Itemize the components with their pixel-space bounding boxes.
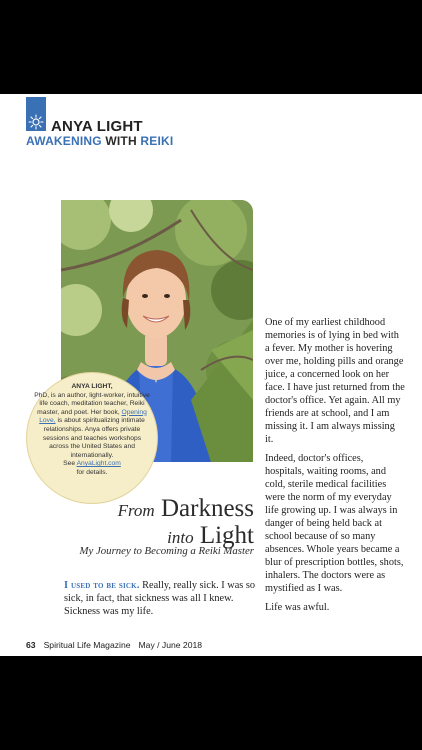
article-subtitle: My Journey to Becoming a Reiki Master [79,545,254,557]
title-word: From [117,501,155,520]
body-paragraph: One of my earliest childhood memories is of lying in bed with a fever. My mother is hovering over me, holding pills and orange juice, a concerned look on her face. I have just returned from the doctor's office. Yet again. All my friends are at school, and I am missing it. I am always missing it. [265,317,405,445]
column-title [26,134,173,148]
website-link[interactable]: AnyaLight.com [76,460,121,468]
bio-name: ANYA LIGHT, [71,383,113,390]
body-paragraph: Indeed, doctor's offices, hospitals, waiting rooms, and cold, sterile medical facilities were the norm of my everyday life growing up. I was always in danger of being held back at school because of so many absences. Whole years became a blur of prescription bottles, shots, inhalers. The doctors were as mystified as I was. [265,453,404,594]
bio-text: PhD, is an author, light-worker, intuitive life coach, meditation teacher, Reiki master, and poet. Her book, [34,391,150,416]
title-word: Light [199,522,254,549]
page-number: 63 [26,640,36,650]
drop-lead: I used to be sick. [64,580,140,591]
author-bio [26,372,158,504]
bio-details: for details. [76,468,108,476]
column-title-word: WITH [105,134,137,148]
article-body-column [265,316,405,620]
intro-paragraph [64,579,264,618]
issue-date: May / June 2018 [138,640,203,650]
author-name: ANYA LIGHT [51,118,143,135]
title-word: Darkness [160,495,254,522]
bio-text: is about spiritualizing intimate relationships. Anya offers private sessions and teaches workshops across the United States and internationally. [42,417,145,459]
title-word: into [167,528,194,547]
title-line-1 [64,496,254,524]
sun-icon [28,114,44,130]
magazine-name: Spiritual Life Magazine [43,640,131,650]
article-title [64,496,254,550]
bio-see: See [63,460,76,468]
column-title-word: REIKI [140,134,174,148]
page-footer [26,640,202,650]
intro-text: Really, really sick. I was so sick, in fact, that sickness was all I knew. Sickness was my life. [64,580,256,617]
column-logo [26,97,46,131]
book-link[interactable]: Opening Love, [39,408,147,425]
column-title-word: AWAKENING [26,134,102,148]
magazine-page [0,94,422,656]
body-paragraph: Life was awful. [265,602,330,613]
